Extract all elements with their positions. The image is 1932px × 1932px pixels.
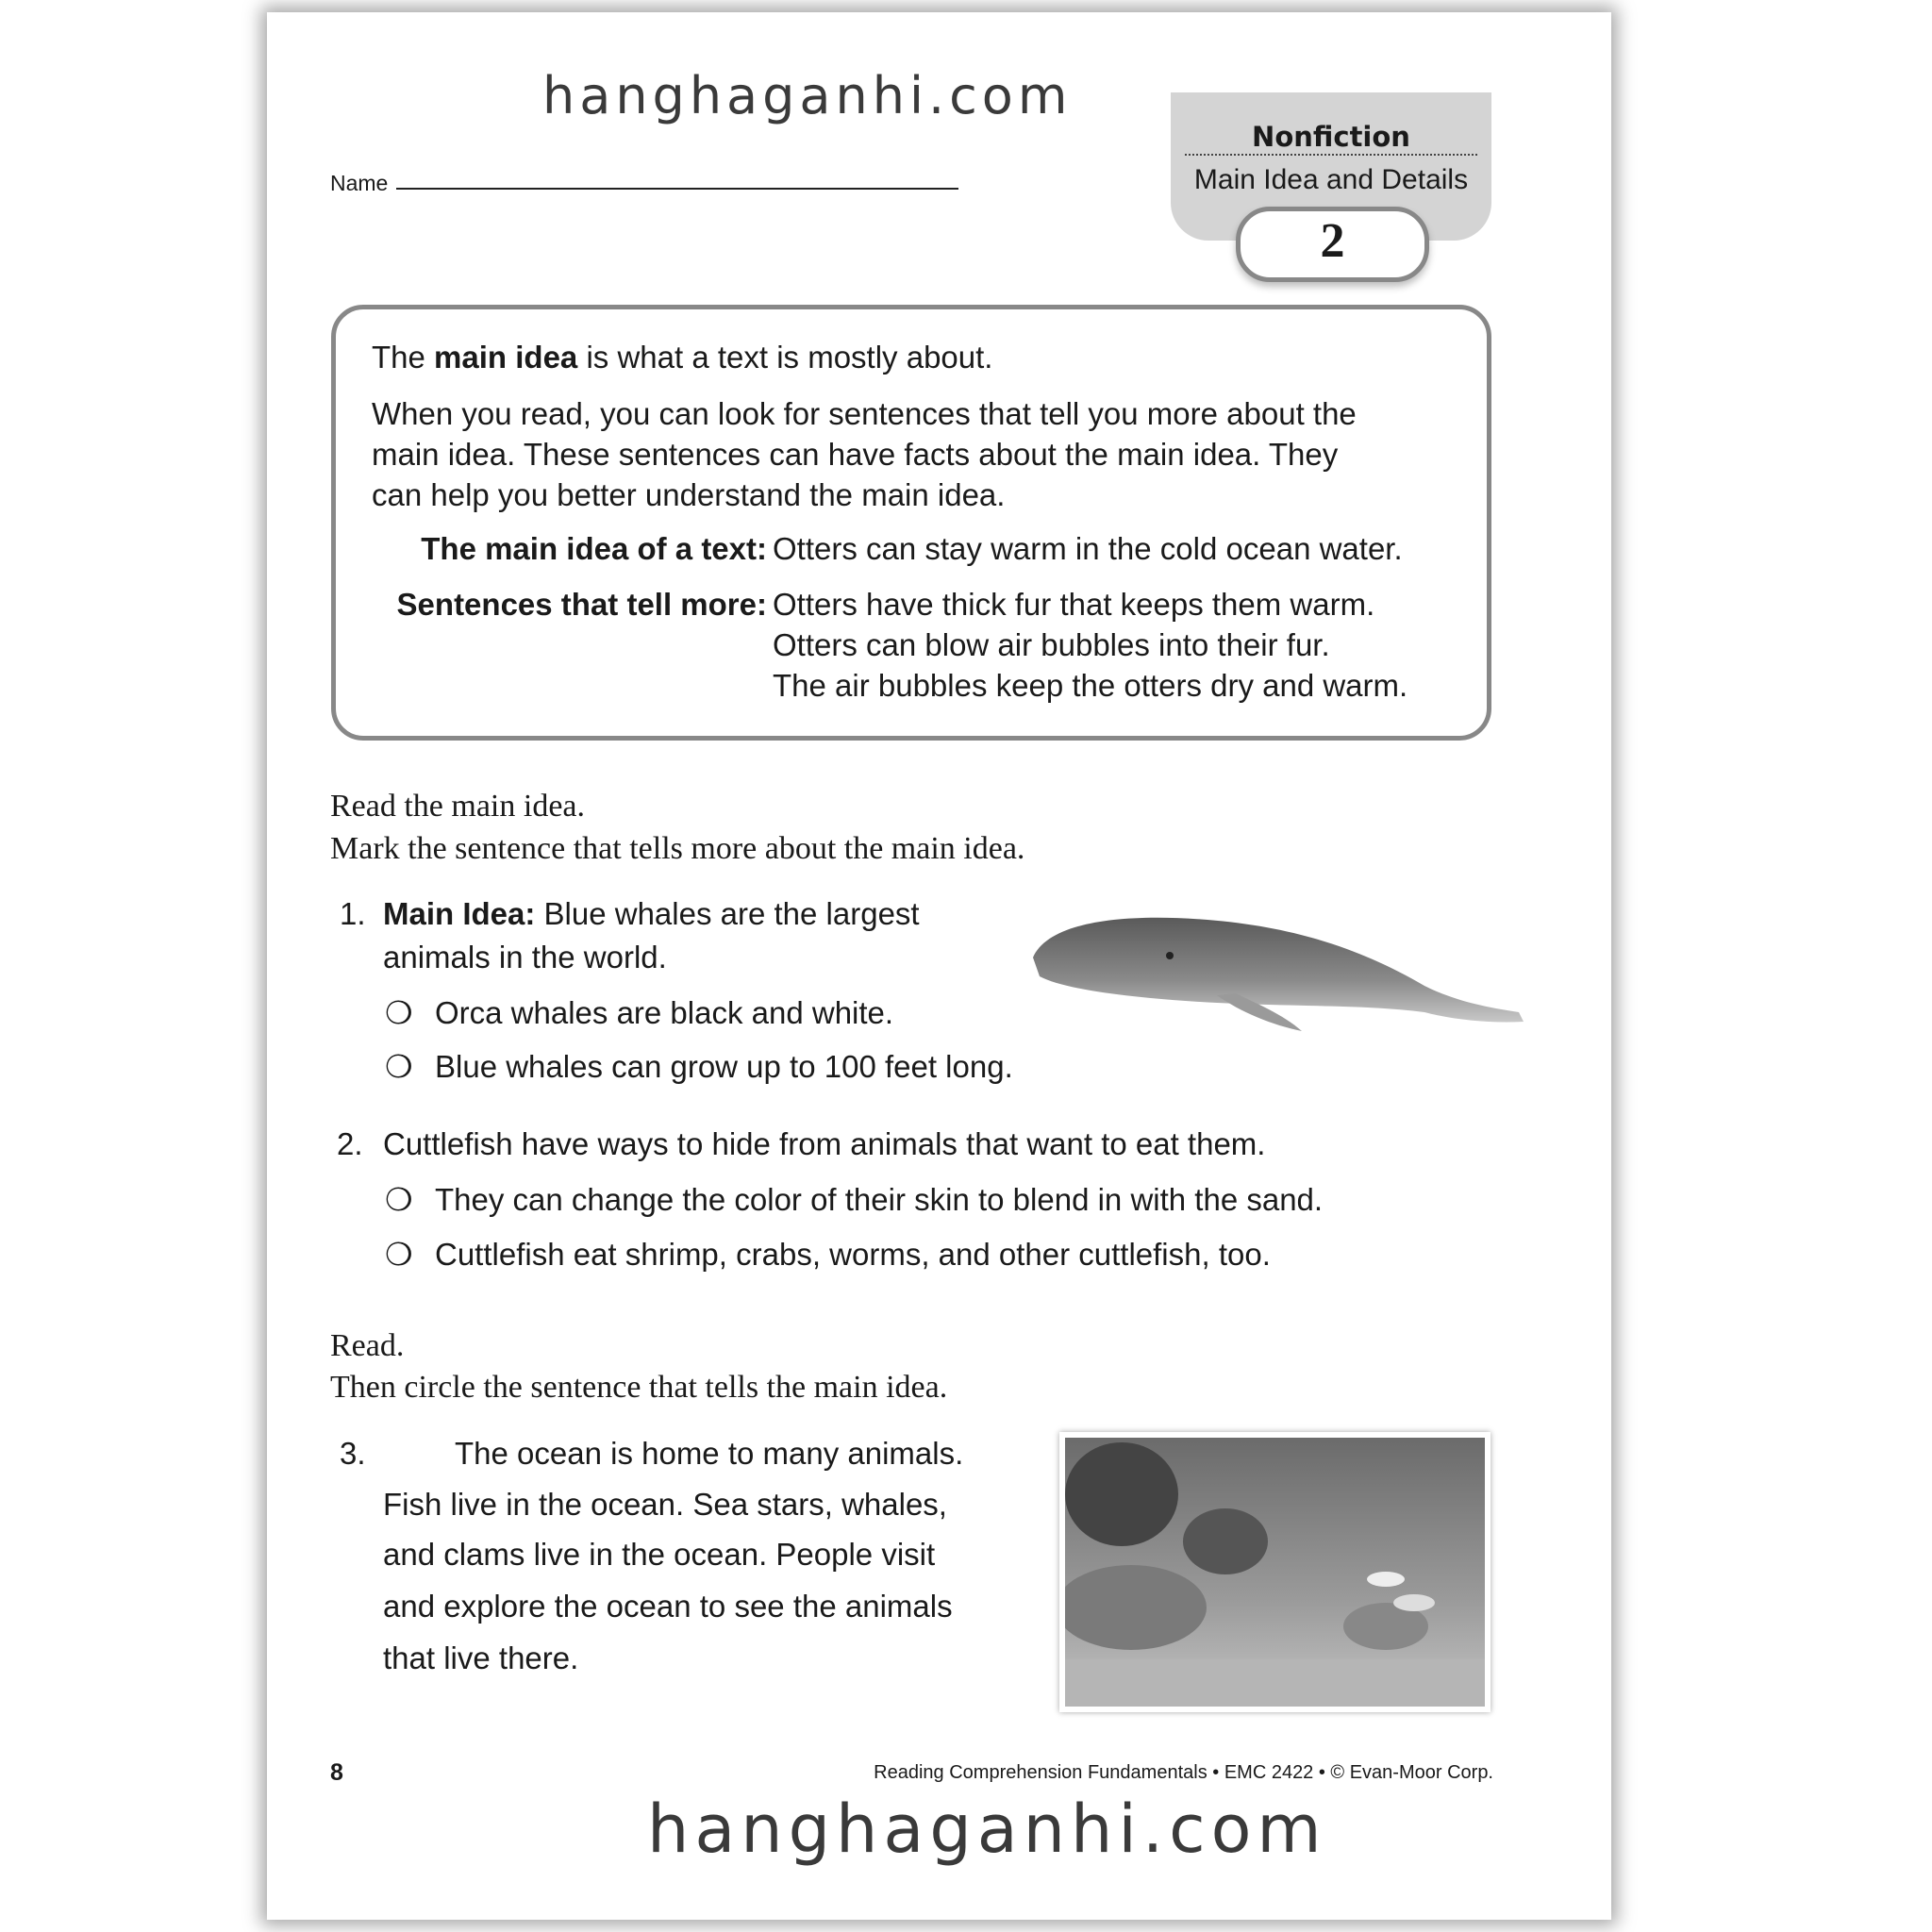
main-idea-value: Otters can stay warm in the cold ocean water. (773, 531, 1403, 566)
tab-divider (1185, 154, 1477, 156)
name-label: Name (330, 171, 389, 195)
main-idea-definition (372, 341, 992, 374)
radio-circle-icon[interactable]: ❍ (385, 995, 413, 1030)
page-number: 8 (330, 1759, 343, 1786)
instruction: Then circle the sentence that tells the main idea. (330, 1370, 948, 1405)
radio-option[interactable] (385, 997, 413, 1029)
radio-option[interactable] (385, 1051, 413, 1083)
radio-circle-icon[interactable]: ❍ (385, 1182, 413, 1217)
q1-main-idea (383, 898, 920, 930)
ocean-reef-photo (1059, 1432, 1491, 1712)
tell-more-label: Sentences that tell more: (396, 587, 767, 622)
instruction: Read the main idea. (330, 789, 586, 824)
instruction: Mark the sentence that tells more about the main idea. (330, 831, 1025, 866)
q2-number: 2. (337, 1126, 363, 1161)
instruction: Read. (330, 1328, 405, 1363)
radio-option[interactable] (385, 1184, 413, 1216)
lesson-number: 2 (1320, 214, 1345, 268)
name-line[interactable] (396, 188, 958, 190)
main-idea-label: Main Idea: (383, 896, 536, 931)
tell-more-value: Otters can blow air bubbles into their fur. (773, 627, 1330, 662)
passage-line[interactable]: and clams live in the ocean. People visit (383, 1537, 936, 1572)
passage-line[interactable]: Fish live in the ocean. Sea stars, whales, (383, 1487, 947, 1522)
q2-main-idea: Cuttlefish have ways to hide from animals that want to eat them. (383, 1126, 1266, 1161)
passage-line[interactable]: that live there. (383, 1641, 579, 1675)
main-idea-label: The main idea of a text: (421, 531, 767, 566)
tell-more-value: The air bubbles keep the otters dry and warm. (773, 668, 1408, 703)
q3-number: 3. (340, 1436, 366, 1471)
radio-circle-icon[interactable]: ❍ (385, 1049, 413, 1084)
option-text: Cuttlefish eat shrimp, crabs, worms, and other cuttlefish, too. (435, 1237, 1271, 1272)
radio-circle-icon[interactable]: ❍ (385, 1237, 413, 1272)
bold-term: main idea (434, 340, 578, 375)
q1-main-idea-cont: animals in the world. (383, 940, 667, 974)
option-text: Orca whales are black and white. (435, 995, 894, 1030)
footer-credit: Reading Comprehension Fundamentals • EMC 2422 • © Evan-Moor Corp. (874, 1762, 1493, 1783)
para-line: main idea. These sentences can have facts about the main idea. They (372, 437, 1339, 472)
para-line: can help you better understand the main idea. (372, 477, 1006, 512)
tell-more-value: Otters have thick fur that keeps them warm. (773, 587, 1375, 622)
option-text: They can change the color of their skin to blend in with the sand. (435, 1182, 1324, 1217)
radio-option[interactable] (385, 1239, 413, 1271)
watermark-top: hanghaganhi.com (542, 66, 1073, 125)
tab-skill: Main Idea and Details (1193, 164, 1469, 195)
text: is what a text is mostly about. (577, 340, 993, 375)
tab-category: Nonfiction (1252, 121, 1410, 153)
q1-number: 1. (340, 896, 366, 931)
para-line: When you read, you can look for sentences that tell you more about the (372, 396, 1357, 431)
blue-whale-image (1028, 901, 1528, 1038)
passage-line[interactable]: The ocean is home to many animals. (455, 1436, 964, 1471)
watermark-bottom: hanghaganhi.com (647, 1790, 1327, 1868)
passage-line[interactable]: and explore the ocean to see the animals (383, 1589, 953, 1624)
text: Blue whales are the largest (535, 896, 920, 931)
option-text: Blue whales can grow up to 100 feet long. (435, 1049, 1013, 1084)
text: The (372, 340, 435, 375)
